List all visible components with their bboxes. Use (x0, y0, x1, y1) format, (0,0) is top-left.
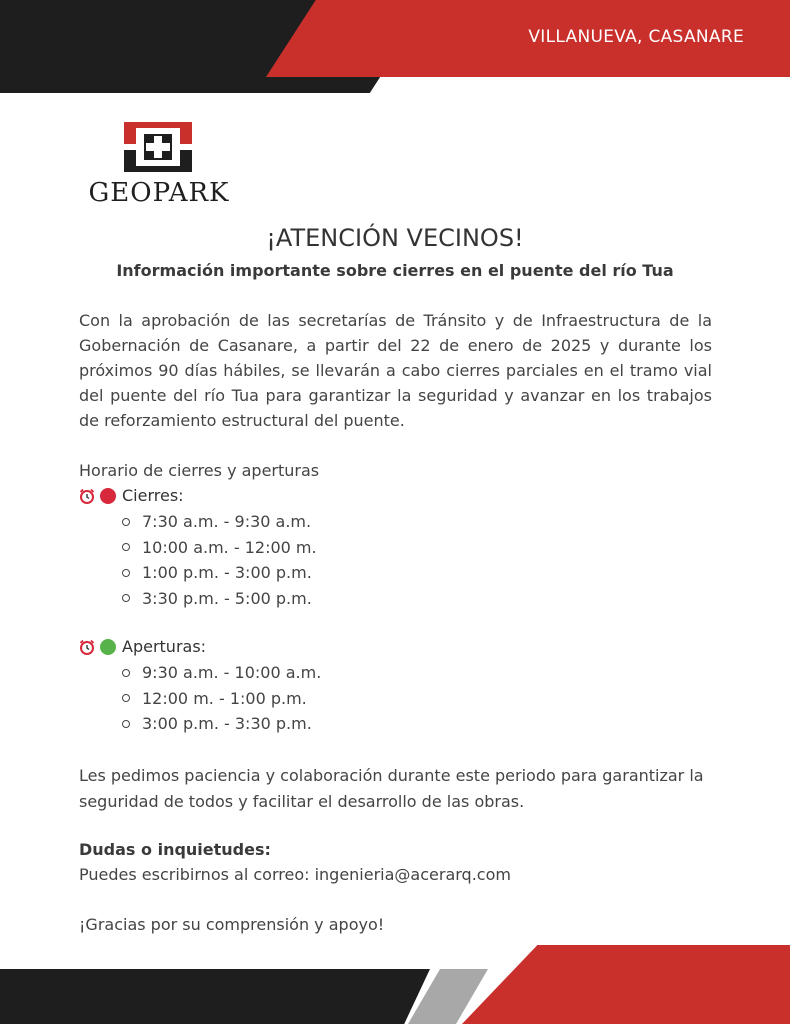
list-item (122, 711, 321, 737)
schedule-title: Horario de cierres y aperturas (79, 461, 320, 480)
openings-heading (79, 637, 206, 656)
geopark-emblem-icon (124, 122, 192, 172)
intro-paragraph: Con la aprobación de las secretarías de Tránsito y de Infraestructura de la Gobernación de Casanare, a partir del 22 de enero de 2025 y durante los próximos 90 días hábiles, se llevarán a cabo cierres parciales en el tramo vial del puente del río Tua para garantizar la seguridad y avanzar en los trabajos de reforzamiento estructural del puente. (79, 311, 712, 430)
list-item (122, 660, 321, 686)
closures-list (122, 509, 317, 611)
footer-black-band (0, 969, 430, 1024)
time-range: 3:00 p.m. - 3:30 p.m. (142, 714, 312, 734)
list-item (122, 535, 317, 561)
doubts-heading: Dudas o inquietudes: (79, 840, 271, 859)
alarm-clock-icon (79, 488, 95, 504)
page-subtitle: Información importante sobre cierres en el puente del río Tua (116, 261, 674, 280)
list-item (122, 509, 317, 535)
openings-list (122, 660, 321, 737)
thanks-text: ¡Gracias por su comprensión y apoyo! (79, 915, 385, 934)
bullet-icon (122, 569, 130, 577)
bullet-icon (122, 669, 130, 677)
header-location: VILLANUEVA, CASANARE (528, 27, 744, 47)
list-item (122, 686, 321, 712)
page-title: ¡ATENCIÓN VECINOS! (266, 224, 524, 252)
bullet-icon (122, 518, 130, 526)
bullet-icon (122, 720, 130, 728)
list-item (122, 560, 317, 586)
closures-heading (79, 486, 184, 505)
alarm-clock-icon (79, 639, 95, 655)
contact-email-text: Puedes escribirnos al correo: ingenieria@acerarq.com (79, 865, 511, 884)
bullet-icon (122, 594, 130, 602)
bullet-icon (122, 694, 130, 702)
list-item (122, 586, 317, 612)
bullet-icon (122, 543, 130, 551)
time-range: 12:00 m. - 1:00 p.m. (142, 688, 307, 708)
time-range: 7:30 a.m. - 9:30 a.m. (142, 512, 312, 532)
time-range: 9:30 a.m. - 10:00 a.m. (142, 663, 322, 683)
time-range: 10:00 a.m. - 12:00 m. (142, 537, 317, 557)
time-range: 3:30 p.m. - 5:00 p.m. (142, 588, 312, 608)
closures-label: Cierres: (122, 486, 184, 505)
red-circle-icon (100, 488, 116, 504)
geopark-logo (78, 122, 240, 208)
openings-label: Aperturas: (122, 637, 207, 656)
green-circle-icon (100, 639, 116, 655)
closing-paragraph: Les pedimos paciencia y colaboración durante este periodo para garantizar la seguridad de todos y facilitar el desarrollo de las obras. (79, 766, 704, 811)
time-range: 1:00 p.m. - 3:00 p.m. (142, 563, 312, 583)
logo-wordmark: GEOPARK (88, 178, 230, 208)
footer-red-band (462, 945, 790, 1024)
